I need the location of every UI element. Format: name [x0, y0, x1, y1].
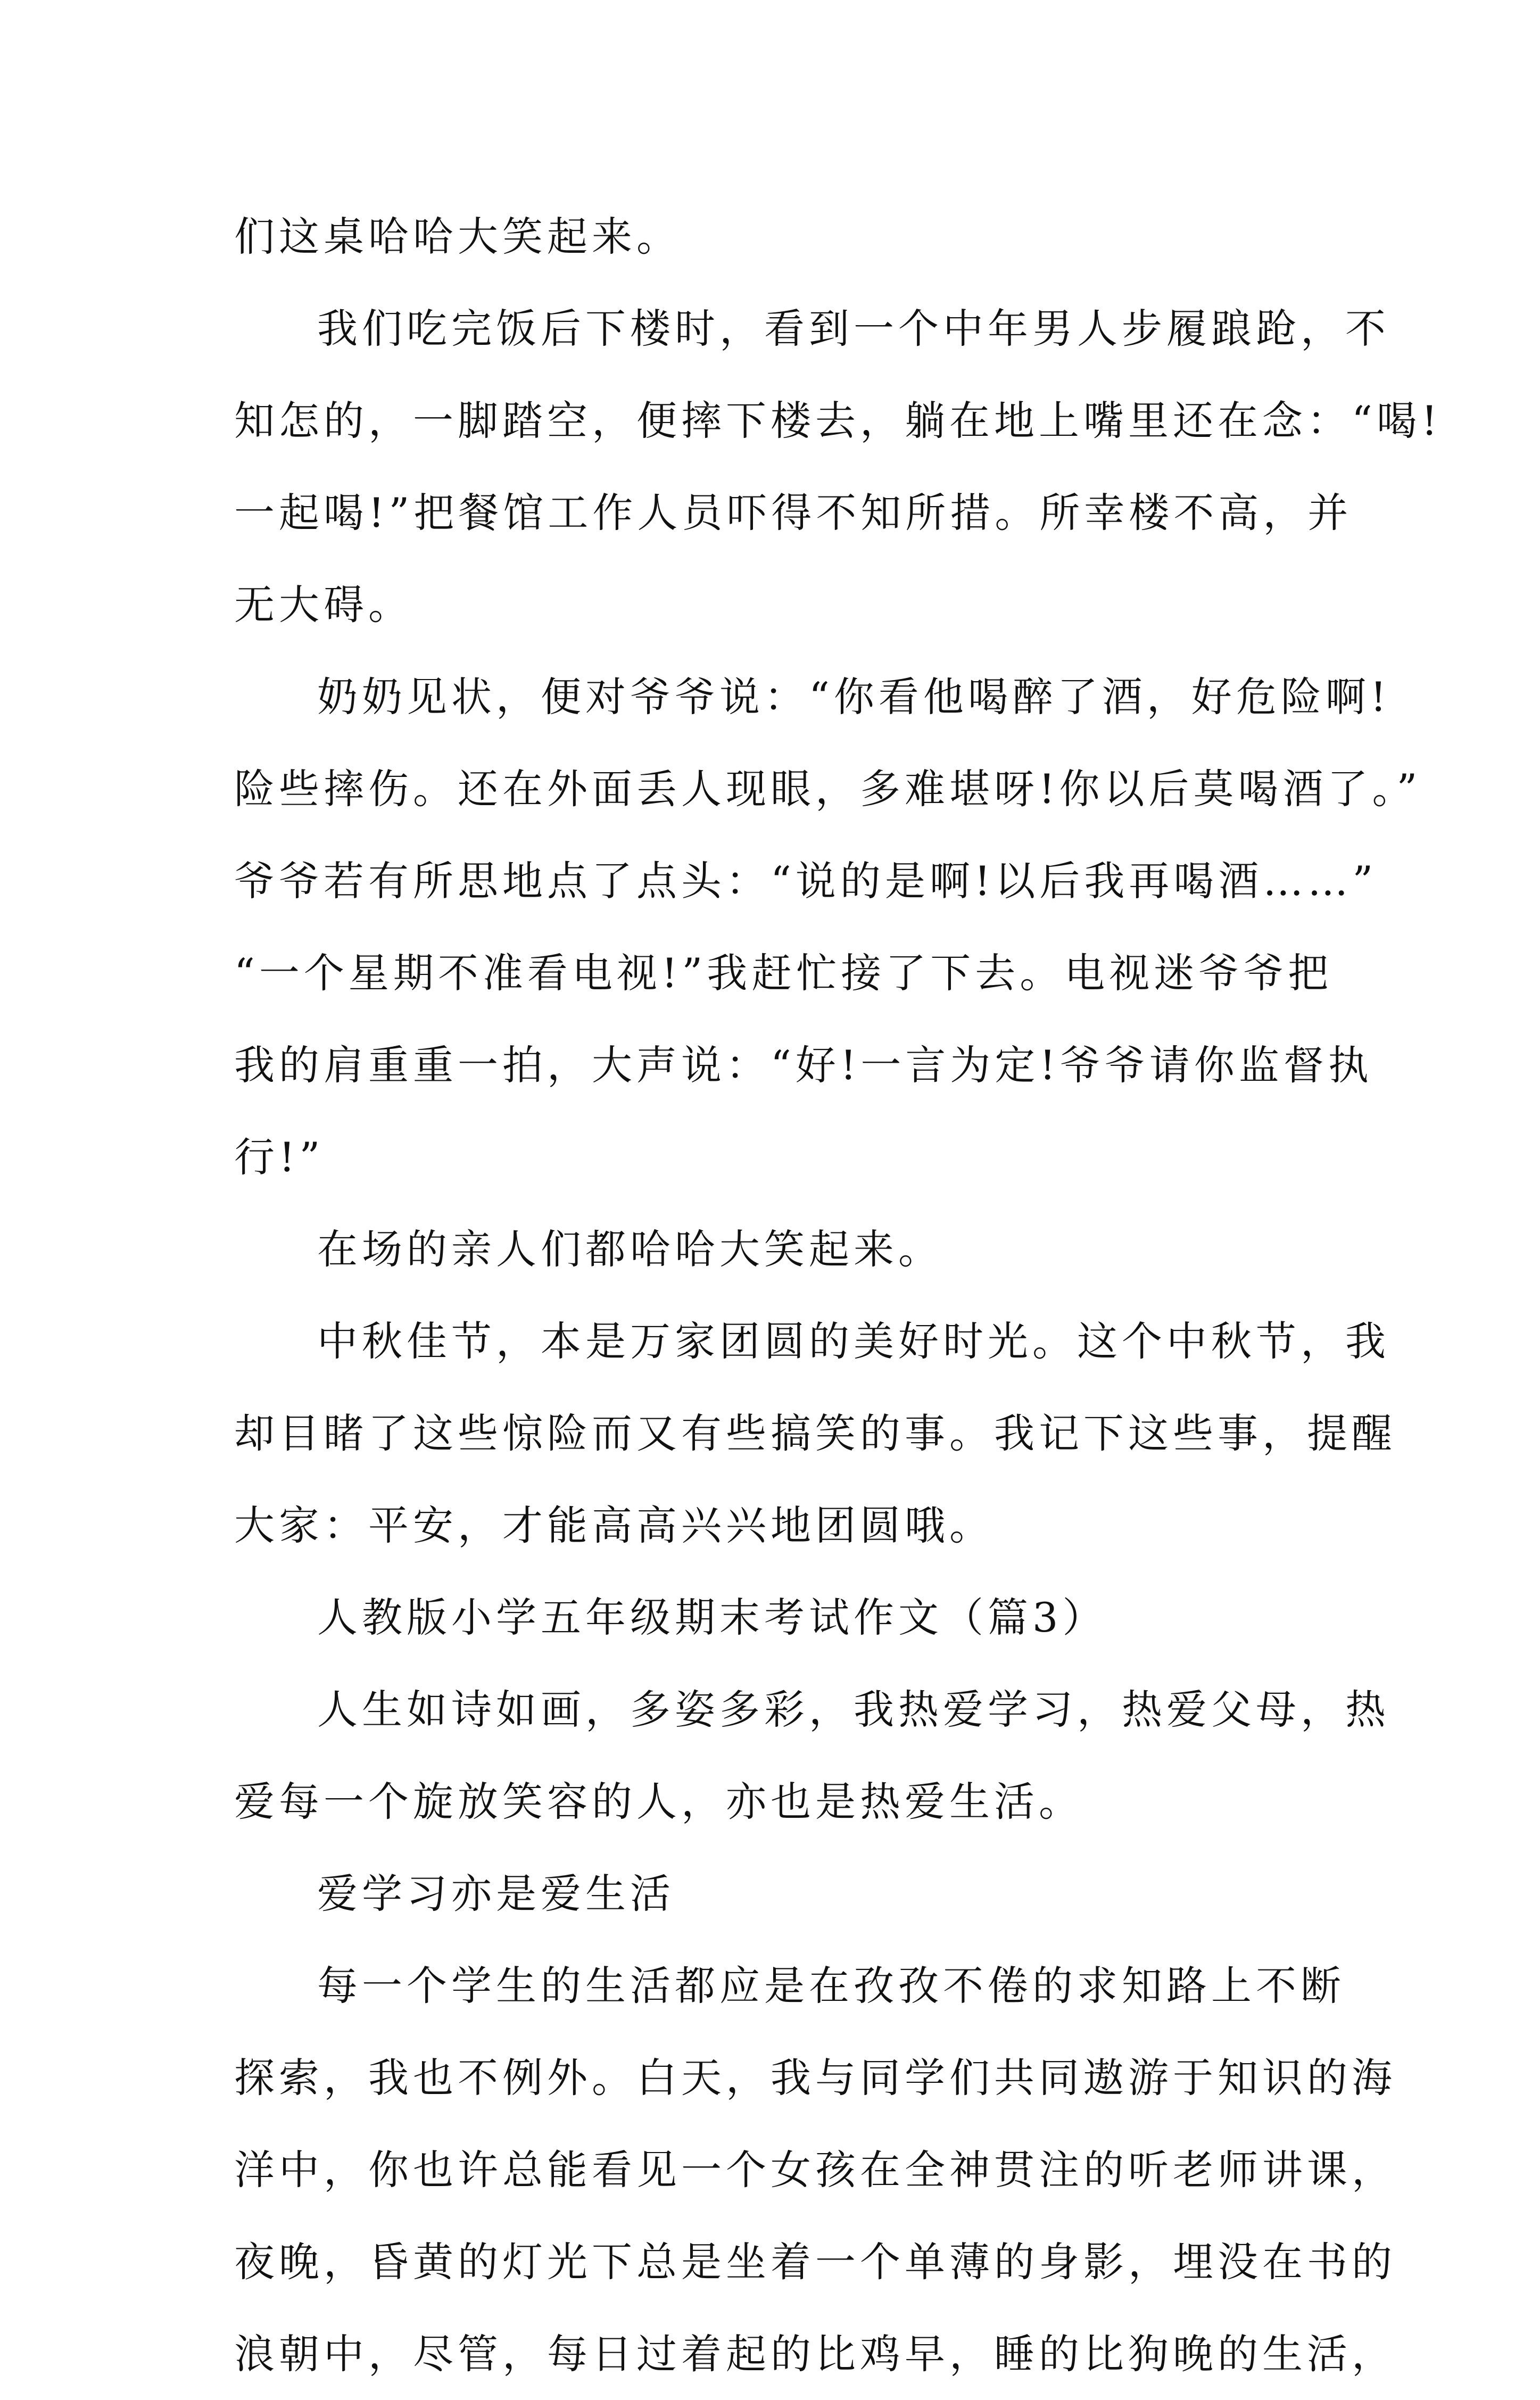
- text-line: 我们吃完饭后下楼时，看到一个中年男人步履踉跄，不: [317, 305, 1390, 352]
- text-line: 每一个学生的生活都应是在孜孜不倦的求知路上不断: [317, 1962, 1345, 2009]
- text-line: 我的肩重重一拍，大声说：“好!一言为定!爷爷请你监督执: [234, 1041, 1373, 1089]
- text-line: 人生如诗如画，多姿多彩，我热爱学习，热爱父母，热: [317, 1686, 1390, 1733]
- document-body: [234, 191, 1442, 2400]
- text-line: 爱每一个旋放笑容的人，亦也是热爱生活。: [234, 1778, 1083, 1825]
- text-line: 爷爷若有所思地点了点头：“说的是啊!以后我再喝酒……”: [234, 857, 1378, 905]
- text-line: 险些摔伤。还在外面丢人现眼，多难堪呀!你以后莫喝酒了。”: [234, 765, 1422, 813]
- text-line: 一起喝!”把餐馆工作人员吓得不知所措。所幸楼不高，并: [234, 489, 1353, 536]
- text-line: 中秋佳节，本是万家团圆的美好时光。这个中秋节，我: [317, 1318, 1390, 1365]
- text-line: 大家：平安，才能高高兴兴地团圆哦。: [234, 1502, 994, 1549]
- text-line: 无大碍。: [234, 581, 413, 628]
- text-line: 们这桌哈哈大笑起来。: [234, 213, 681, 260]
- subheading: 爱学习亦是爱生活: [317, 1870, 675, 1917]
- text-line: 行!”: [234, 1133, 325, 1181]
- section-heading: 人教版小学五年级期末考试作文（篇3）: [317, 1594, 1107, 1641]
- text-line: 知怎的，一脚踏空，便摔下楼去，躺在地上嘴里还在念：“喝!: [234, 397, 1442, 444]
- text-line: 探索，我也不例外。白天，我与同学们共同遨游于知识的海: [234, 2054, 1396, 2101]
- text-line: 却目睹了这些惊险而又有些搞笑的事。我记下这些事，提醒: [234, 1410, 1396, 1457]
- text-line: 奶奶见状，便对爷爷说：“你看他喝醉了酒，好危险啊!: [317, 673, 1391, 721]
- text-line: 夜晚，昏黄的灯光下总是坐着一个单薄的身影，埋没在书的: [234, 2238, 1396, 2286]
- text-line: 在场的亲人们都哈哈大笑起来。: [317, 1226, 943, 1273]
- text-line: “一个星期不准看电视!”我赶忙接了下去。电视迷爷爷把: [234, 949, 1333, 997]
- text-line: 浪朝中，尽管，每日过着起的比鸡早，睡的比狗晚的生活，: [234, 2330, 1396, 2378]
- text-line: 洋中，你也许总能看见一个女孩在全神贯注的听老师讲课，: [234, 2146, 1396, 2194]
